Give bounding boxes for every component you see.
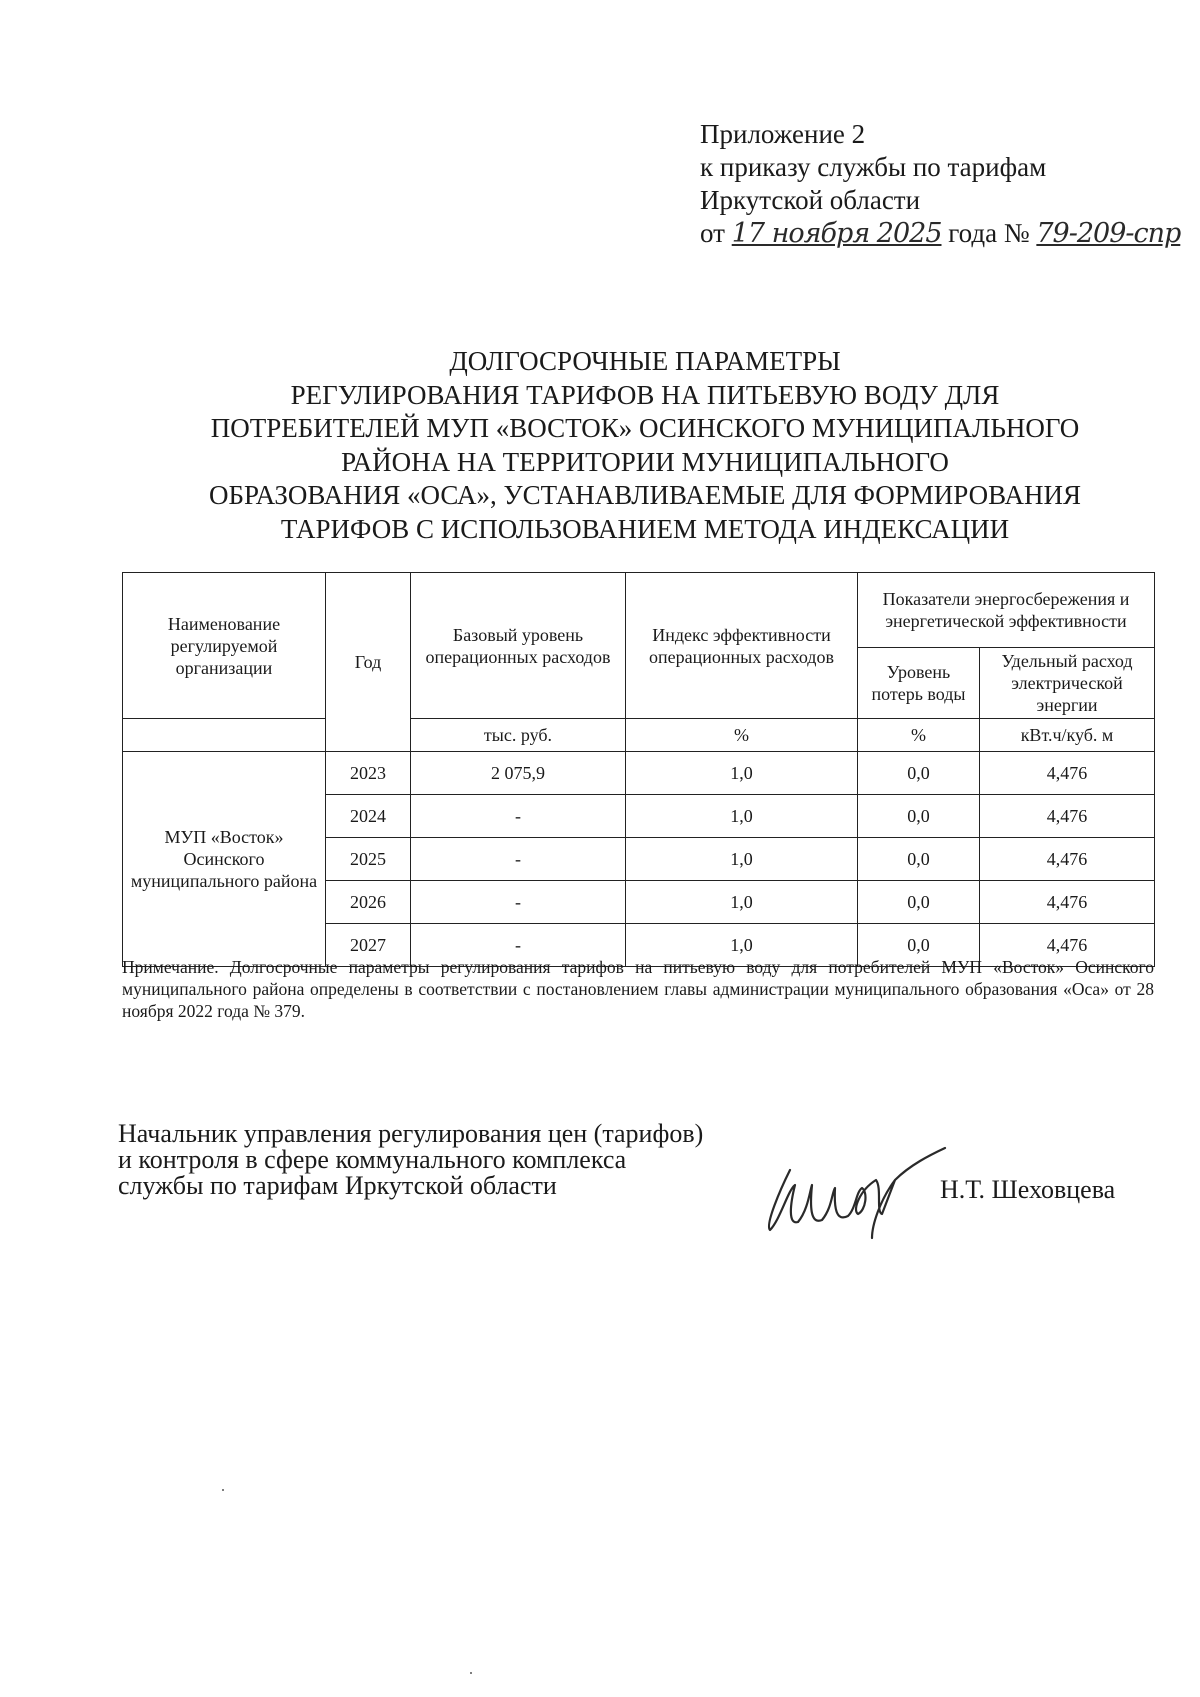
appendix-header — [700, 118, 1180, 250]
handwritten-signature — [760, 1130, 960, 1245]
signer-line-3: службы по тарифам Иркутской области — [118, 1171, 557, 1200]
handwritten-order-number: 79-209-спр — [1036, 218, 1181, 249]
document-title — [150, 345, 1140, 546]
cell-year: 2023 — [326, 752, 411, 795]
unit-loss: % — [858, 719, 980, 752]
cell-index: 1,0 — [626, 924, 858, 967]
unit-index: % — [626, 719, 858, 752]
cell-base: 2 075,9 — [411, 752, 626, 795]
cell-base: - — [411, 838, 626, 881]
cell-year: 2026 — [326, 881, 411, 924]
title-line-3: ПОТРЕБИТЕЛЕЙ МУП «ВОСТОК» ОСИНСКОГО МУНИЦИПАЛЬНОГО — [210, 413, 1080, 443]
header-index: Индекс эффективности операционных расходов — [626, 573, 858, 719]
unit-power: кВт.ч/куб. м — [980, 719, 1155, 752]
cell-loss: 0,0 — [858, 924, 980, 967]
handwritten-date: 17 ноября 2025 — [731, 218, 942, 249]
cell-power: 4,476 — [980, 881, 1155, 924]
appendix-line-1: Приложение 2 — [700, 119, 866, 149]
title-line-2: РЕГУЛИРОВАНИЯ ТАРИФОВ НА ПИТЬЕВУЮ ВОДУ ДЛЯ — [290, 379, 1000, 410]
number-prefix: года № — [948, 218, 1030, 248]
unit-org-empty — [123, 719, 326, 752]
cell-power: 4,476 — [980, 752, 1155, 795]
appendix-date-line — [700, 217, 1180, 250]
header-energy-group: Показатели энергосбережения и энергетической эффективности — [858, 573, 1155, 648]
title-line-1: ДОЛГОСРОЧНЫЕ ПАРАМЕТРЫ — [449, 346, 841, 376]
cell-year: 2027 — [326, 924, 411, 967]
cell-loss: 0,0 — [858, 881, 980, 924]
header-loss: Уровень потерь воды — [858, 648, 980, 719]
header-org: Наименование регулируемой организации — [123, 573, 326, 719]
organization-name: МУП «Восток» Осинского муниципального района — [123, 752, 326, 967]
appendix-line-3: Иркутской области — [700, 185, 921, 215]
cell-power: 4,476 — [980, 838, 1155, 881]
cell-base: - — [411, 924, 626, 967]
cell-loss: 0,0 — [858, 795, 980, 838]
header-base: Базовый уровень операционных расходов — [411, 573, 626, 719]
signer-title — [118, 1121, 703, 1199]
signer-line-2: и контроля в сфере коммунального комплекса — [118, 1145, 627, 1174]
cell-year: 2025 — [326, 838, 411, 881]
signature-drawing — [760, 1130, 960, 1240]
table-row — [123, 752, 1155, 795]
cell-index: 1,0 — [626, 881, 858, 924]
parameters-table — [122, 572, 1155, 967]
header-row — [123, 573, 1155, 648]
title-line-5: ОБРАЗОВАНИЯ «ОСА», УСТАНАВЛИВАЕМЫЕ ДЛЯ ФОРМИРОВАНИЯ — [209, 480, 1081, 510]
cell-base: - — [411, 795, 626, 838]
cell-index: 1,0 — [626, 838, 858, 881]
cell-power: 4,476 — [980, 795, 1155, 838]
note-paragraph: Примечание. Долгосрочные параметры регулирования тарифов на питьевую воду для потребителей МУП «Восток» Осинского муниципального района определены в соответствии с постановлением главы администрации муниципального образования «Оса» от 28 ноября 2022 года № 379. — [122, 957, 1154, 1021]
scan-speck — [470, 1672, 472, 1674]
cell-year: 2024 — [326, 795, 411, 838]
cell-base: - — [411, 881, 626, 924]
signer-name: Н.Т. Шеховцева — [940, 1175, 1116, 1204]
title-line-4: РАЙОНА НА ТЕРРИТОРИИ МУНИЦИПАЛЬНОГО — [341, 446, 949, 477]
unit-base: тыс. руб. — [411, 719, 626, 752]
appendix-line-2: к приказу службы по тарифам — [700, 152, 1047, 182]
cell-index: 1,0 — [626, 795, 858, 838]
header-power: Удельный расход электрической энергии — [980, 648, 1155, 719]
header-year: Год — [326, 573, 411, 752]
title-line-6: ТАРИФОВ С ИСПОЛЬЗОВАНИЕМ МЕТОДА ИНДЕКСАЦИИ — [280, 513, 1010, 544]
cell-loss: 0,0 — [858, 752, 980, 795]
units-row — [123, 719, 1155, 752]
signer-line-1: Начальник управления регулирования цен (тарифов) — [118, 1119, 704, 1148]
scan-speck — [222, 1489, 224, 1491]
cell-loss: 0,0 — [858, 838, 980, 881]
cell-power: 4,476 — [980, 924, 1155, 967]
date-prefix: от — [700, 218, 725, 248]
cell-index: 1,0 — [626, 752, 858, 795]
